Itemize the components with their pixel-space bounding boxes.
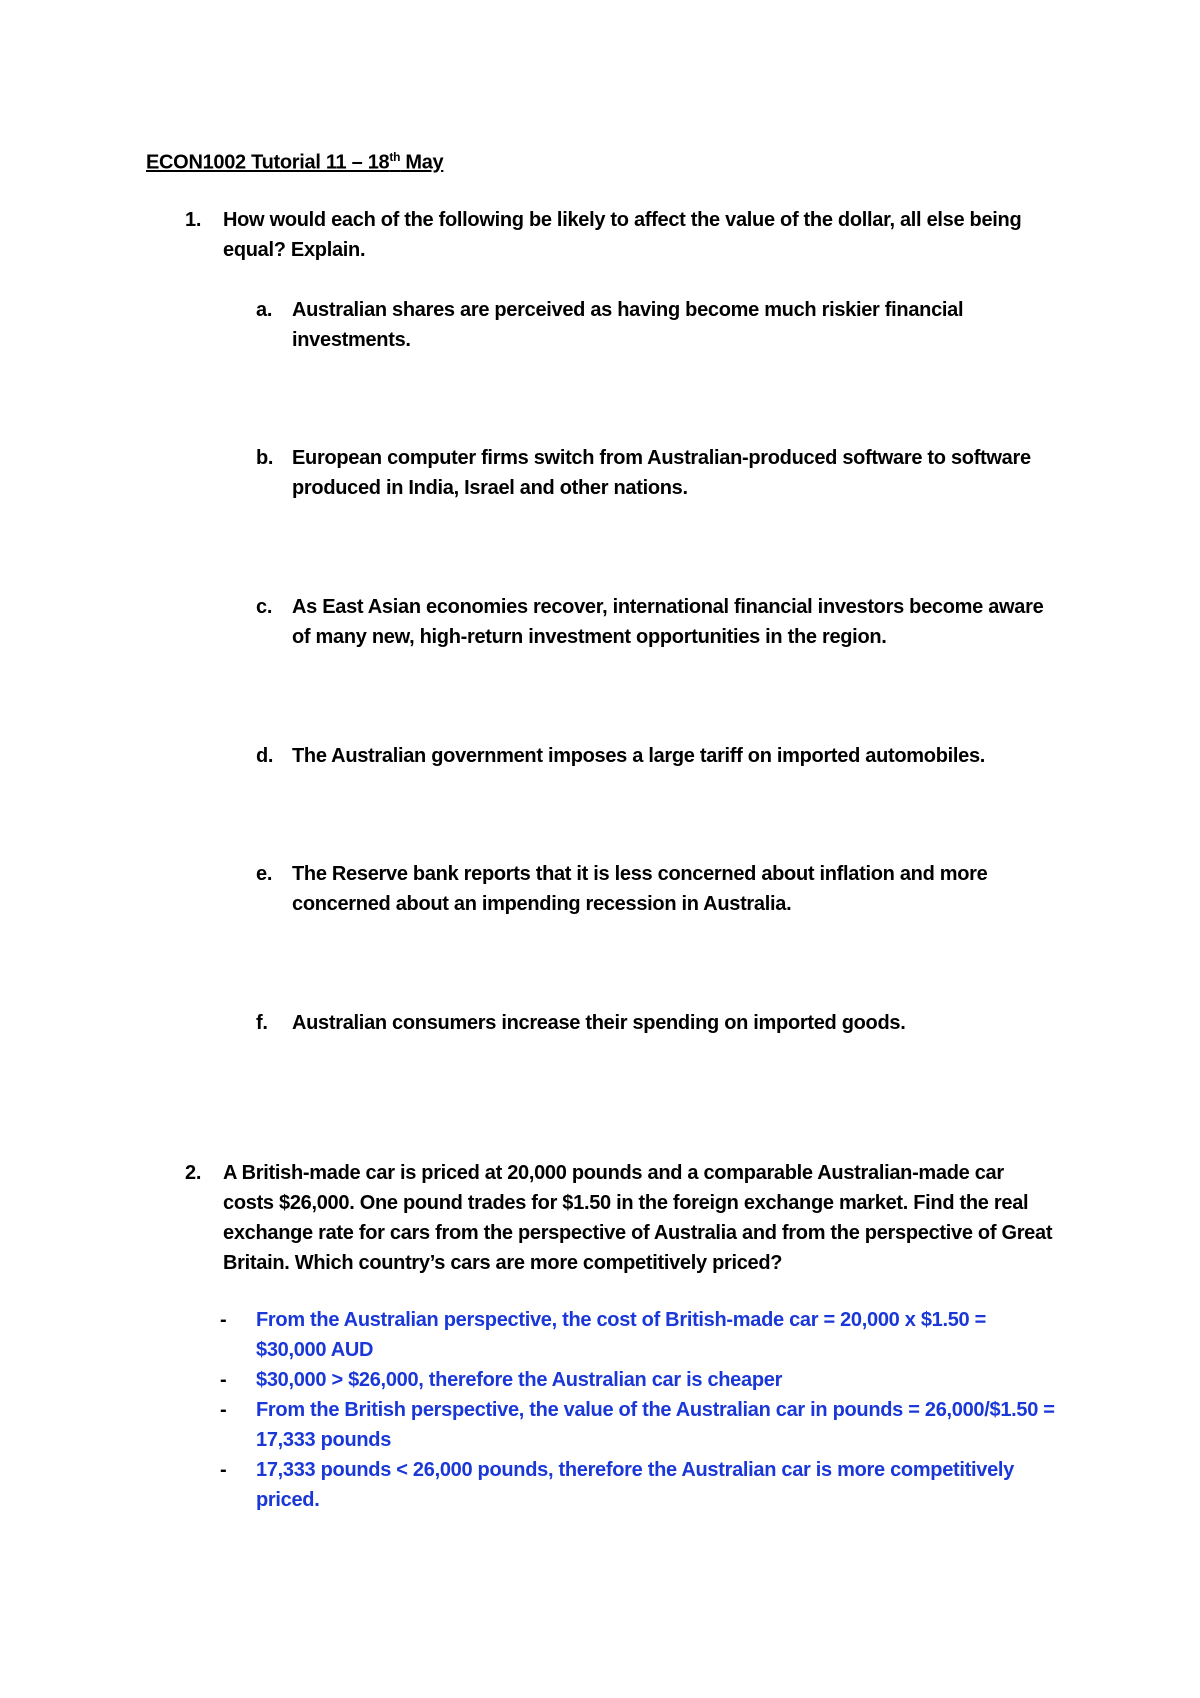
bullet-dash: - (220, 1399, 227, 1421)
item-letter: d. (256, 745, 274, 767)
item-letter: e. (256, 863, 273, 885)
bullet-dash: - (220, 1459, 227, 1481)
item-text: The Australian government imposes a large tariff on imported automobiles. (292, 745, 986, 767)
item-text: Australian shares are perceived as having become much riskier financial investments. (292, 299, 964, 351)
item-letter: a. (256, 299, 273, 321)
answer-text: From the Australian perspective, the cost of British-made car = 20,000 x $1.50 = $30,000 AUD (256, 1309, 987, 1361)
bullet-dash: - (220, 1309, 227, 1331)
answer-text: 17,333 pounds < 26,000 pounds, therefore the Australian car is more competitively priced. (256, 1459, 1015, 1511)
question-text: How would each of the following be likely to affect the value of the dollar, all else being equal? Explain. (223, 209, 1022, 261)
item-text: Australian consumers increase their spending on imported goods. (292, 1012, 906, 1034)
answer-text: From the British perspective, the value of the Australian car in pounds = 26,000/$1.50 = 17,333 pounds (256, 1399, 1055, 1451)
bullet-dash: - (220, 1369, 227, 1391)
item-text: As East Asian economies recover, international financial investors become aware of many new, high-return investment opportunities in the region. (292, 596, 1044, 648)
item-text: The Reserve bank reports that it is less concerned about inflation and more concerned about an impending recession in Australia. (292, 863, 988, 915)
question-text: A British-made car is priced at 20,000 pounds and a comparable Australian-made car costs $26,000. One pound trades for $1.50 in the foreign exchange market. Find the real exchange rate for cars from the perspective of Australia and from the perspective of Great Britain. Which country’s cars are more competitively priced? (223, 1162, 1053, 1274)
item-text: European computer firms switch from Australian-produced software to software produced in India, Israel and other nations. (292, 447, 1031, 499)
item-letter: f. (256, 1012, 268, 1034)
question-number: 1. (185, 209, 202, 231)
item-letter: c. (256, 596, 273, 618)
title-superscript: th (389, 150, 401, 164)
question-number: 2. (185, 1162, 202, 1184)
title-main: ECON1002 Tutorial 11 – 18 (146, 151, 390, 174)
answer-text: $30,000 > $26,000, therefore the Australian car is cheaper (256, 1369, 783, 1391)
document-title (146, 150, 443, 175)
item-letter: b. (256, 447, 274, 469)
title-suffix: May (400, 151, 444, 174)
